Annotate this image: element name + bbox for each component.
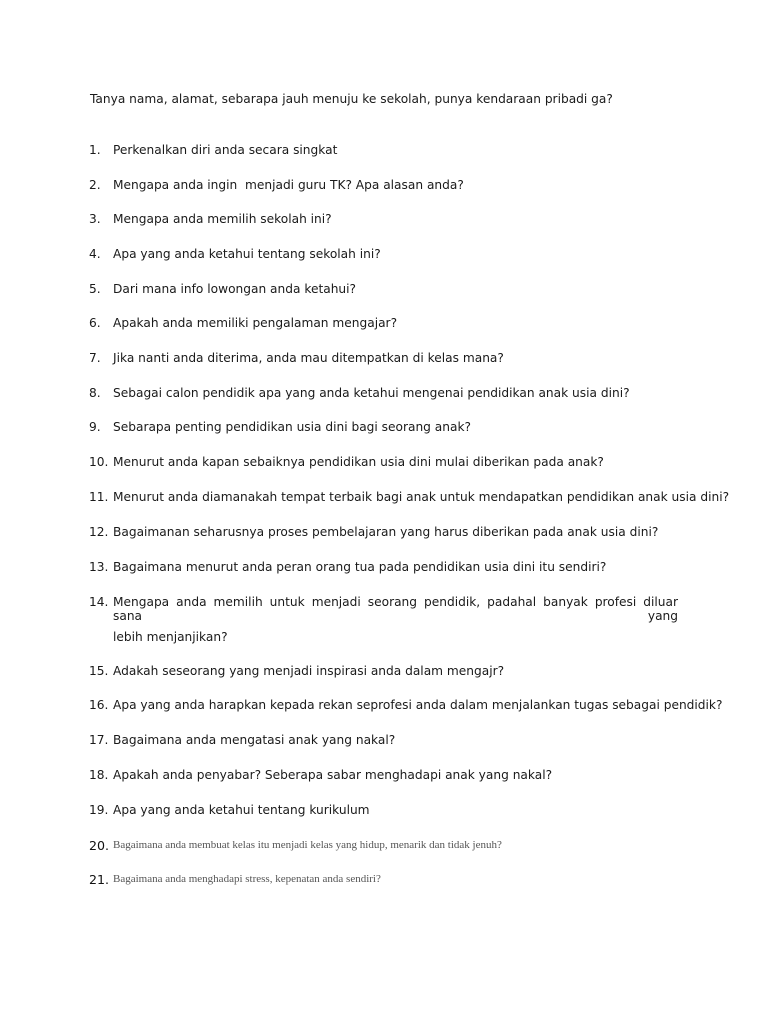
question-text: Apa yang anda harapkan kepada rekan seprofesi anda dalam menjalankan tugas sebagai pendidik? xyxy=(113,698,723,712)
question-number: 8. xyxy=(89,386,101,400)
question-number: 17. xyxy=(89,733,109,747)
question-text: Sebarapa penting pendidikan usia dini bagi seorang anak? xyxy=(113,420,471,434)
question-number: 5. xyxy=(89,282,101,296)
question-number: 16. xyxy=(89,698,109,712)
question-text: Menurut anda kapan sebaiknya pendidikan usia dini mulai diberikan pada anak? xyxy=(113,455,604,469)
question-text xyxy=(113,595,678,644)
question-number: 13. xyxy=(89,560,109,574)
question-text: Apa yang anda ketahui tentang kurikulum xyxy=(113,803,370,817)
question-number: 15. xyxy=(89,664,109,678)
question-number: 18. xyxy=(89,768,109,782)
question-number: 2. xyxy=(89,178,101,192)
question-text: Apa yang anda ketahui tentang sekolah ini? xyxy=(113,247,381,261)
question-number: 12. xyxy=(89,525,109,539)
question-text: Mengapa anda ingin menjadi guru TK? Apa alasan anda? xyxy=(113,178,464,192)
question-text: Sebagai calon pendidik apa yang anda ketahui mengenai pendidikan anak usia dini? xyxy=(113,386,630,400)
question-text: Bagaimanan seharusnya proses pembelajaran yang harus diberikan pada anak usia dini? xyxy=(113,525,659,539)
question-text: Apakah anda penyabar? Seberapa sabar menghadapi anak yang nakal? xyxy=(113,768,553,782)
question-text: Apakah anda memiliki pengalaman mengajar? xyxy=(113,316,398,330)
question-number: 6. xyxy=(89,316,101,330)
question-text: Dari mana info lowongan anda ketahui? xyxy=(113,282,356,296)
question-text: Jika nanti anda diterima, anda mau ditempatkan di kelas mana? xyxy=(113,351,504,365)
question-text: Bagaimana anda menghadapi stress, kepenatan anda sendiri? xyxy=(113,873,381,885)
question-number: 3. xyxy=(89,212,101,226)
question-text: Menurut anda diamanakah tempat terbaik bagi anak untuk mendapatkan pendidikan anak usia dini? xyxy=(113,490,730,504)
question-text-line-2: lebih menjanjikan? xyxy=(113,629,228,644)
question-text: Adakah seseorang yang menjadi inspirasi anda dalam mengajr? xyxy=(113,664,505,678)
question-number: 14. xyxy=(89,595,109,609)
question-number: 9. xyxy=(89,420,101,434)
question-text: Mengapa anda memilih sekolah ini? xyxy=(113,212,332,226)
question-number: 21. xyxy=(89,872,110,887)
question-text: Perkenalkan diri anda secara singkat xyxy=(113,143,338,157)
question-text-line-1: Mengapa anda memilih untuk menjadi seorang pendidik, padahal banyak profesi diluar sana yang xyxy=(113,595,678,623)
question-text: Bagaimana anda membuat kelas itu menjadi kelas yang hidup, menarik dan tidak jenuh? xyxy=(113,839,502,851)
question-number: 4. xyxy=(89,247,101,261)
question-text: Bagaimana menurut anda peran orang tua pada pendidikan usia dini itu sendiri? xyxy=(113,560,607,574)
question-number: 10. xyxy=(89,455,109,469)
question-number: 20. xyxy=(89,838,110,853)
question-number: 7. xyxy=(89,351,101,365)
question-text: Bagaimana anda mengatasi anak yang nakal? xyxy=(113,733,396,747)
question-number: 11. xyxy=(89,490,109,504)
intro-text: Tanya nama, alamat, sebarapa jauh menuju ke sekolah, punya kendaraan pribadi ga? xyxy=(90,92,613,106)
question-number: 19. xyxy=(89,803,109,817)
question-number: 1. xyxy=(89,143,101,157)
